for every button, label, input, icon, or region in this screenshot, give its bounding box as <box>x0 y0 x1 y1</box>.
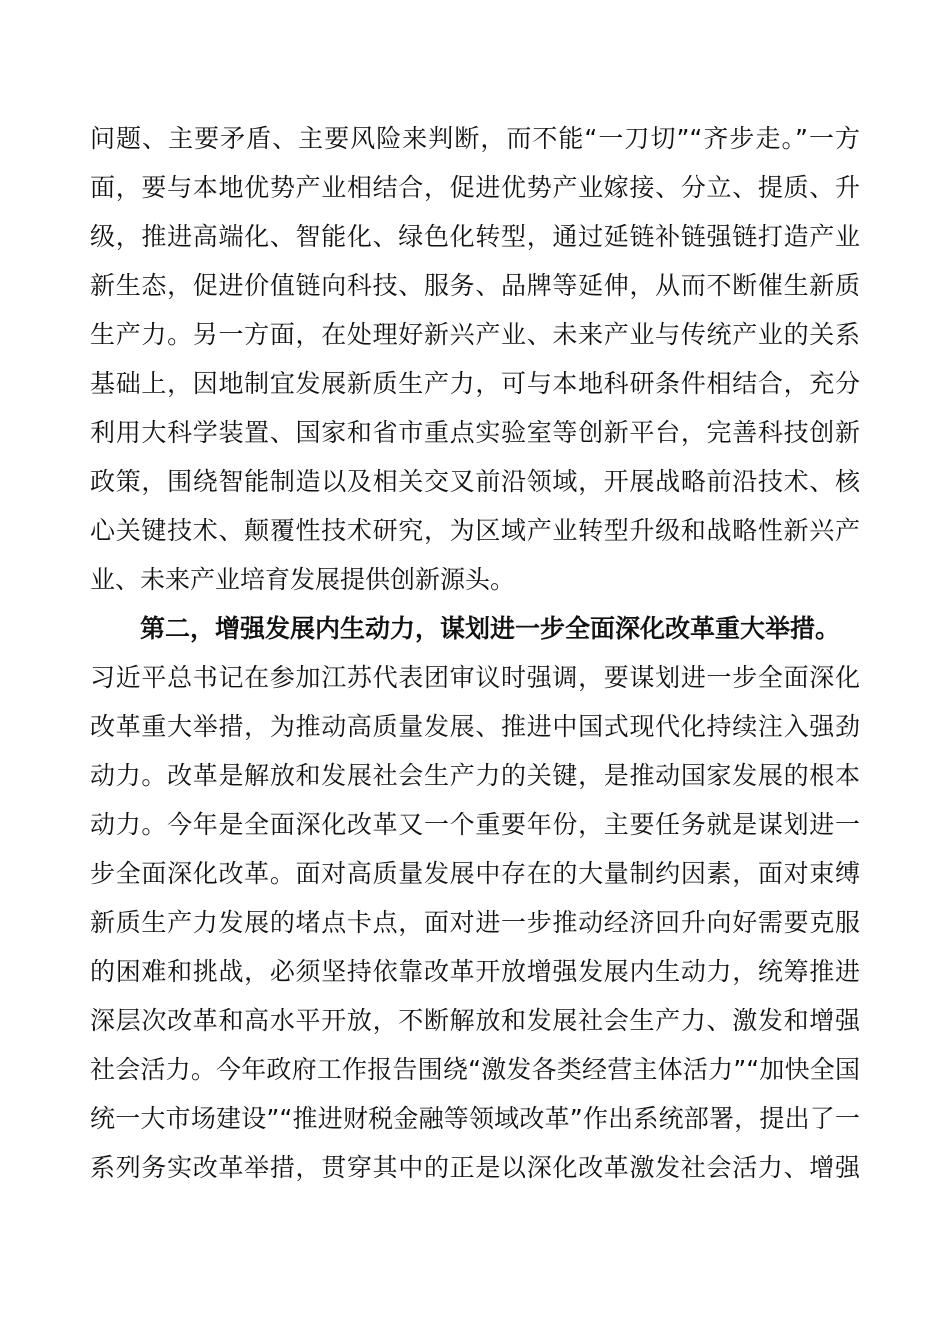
paragraph2-line: 社会活力。今年政府工作报告围绕“激发各类经营主体活力”“加快全国 <box>90 1055 860 1084</box>
paragraph1-line: 基础上，因地制宜发展新质生产力，可与本地科研条件相结合，充分 <box>90 369 860 398</box>
paragraph2-line: 改革重大举措，为推动高质量发展、推进中国式现代化持续注入强劲 <box>90 712 860 741</box>
paragraph1-line: 面，要与本地优势产业相结合，促进优势产业嫁接、分立、提质、升 <box>90 173 860 202</box>
paragraph1-line: 政策，围绕智能制造以及相关交叉前沿领域，开展战略前沿技术、核 <box>90 467 860 496</box>
section-heading: 第二，增强发展内生动力，谋划进一步全面深化改革重大举措。 <box>140 614 841 643</box>
paragraph2-line: 动力。改革是解放和发展社会生产力的关键，是推动国家发展的根本 <box>90 761 860 790</box>
paragraph2-line: 步全面深化改革。面对高质量发展中存在的大量制约因素，面对束缚 <box>90 859 860 888</box>
paragraph2-line: 系列务实改革举措，贯穿其中的正是以深化改革激发社会活力、增强 <box>90 1153 860 1182</box>
paragraph1-line: 业、未来产业培育发展提供创新源头。 <box>90 565 516 594</box>
paragraph1-line: 利用大科学装置、国家和省市重点实验室等创新平台，完善科技创新 <box>90 418 860 447</box>
body-text <box>90 114 860 1192</box>
paragraph2-line: 统一大市场建设”“推进财税金融等领域改革”作出系统部署，提出了一 <box>90 1104 860 1133</box>
paragraph2-line: 深层次改革和高水平开放，不断解放和发展社会生产力、激发和增强 <box>90 1006 860 1035</box>
paragraph2-line: 动力。今年是全面深化改革又一个重要年份，主要任务就是谋划进一 <box>90 810 860 839</box>
paragraph2-line: 习近平总书记在参加江苏代表团审议时强调，要谋划进一步全面深化 <box>90 663 860 692</box>
paragraph1-line: 问题、主要矛盾、主要风险来判断，而不能“一刀切”“齐步走。”一方 <box>90 124 860 153</box>
paragraph1-line: 生产力。另一方面，在处理好新兴产业、未来产业与传统产业的关系 <box>90 320 860 349</box>
paragraph1-line: 新生态，促进价值链向科技、服务、品牌等延伸，从而不断催生新质 <box>90 271 860 300</box>
paragraph1-line: 心关键技术、颠覆性技术研究，为区域产业转型升级和战略性新兴产 <box>90 516 860 545</box>
paragraph2-line: 新质生产力发展的堵点卡点，面对进一步推动经济回升向好需要克服 <box>90 908 860 937</box>
paragraph2-line: 的困难和挑战，必须坚持依靠改革开放增强发展内生动力，统筹推进 <box>90 957 860 986</box>
paragraph1-line: 级，推进高端化、智能化、绿色化转型，通过延链补链强链打造产业 <box>90 222 860 251</box>
